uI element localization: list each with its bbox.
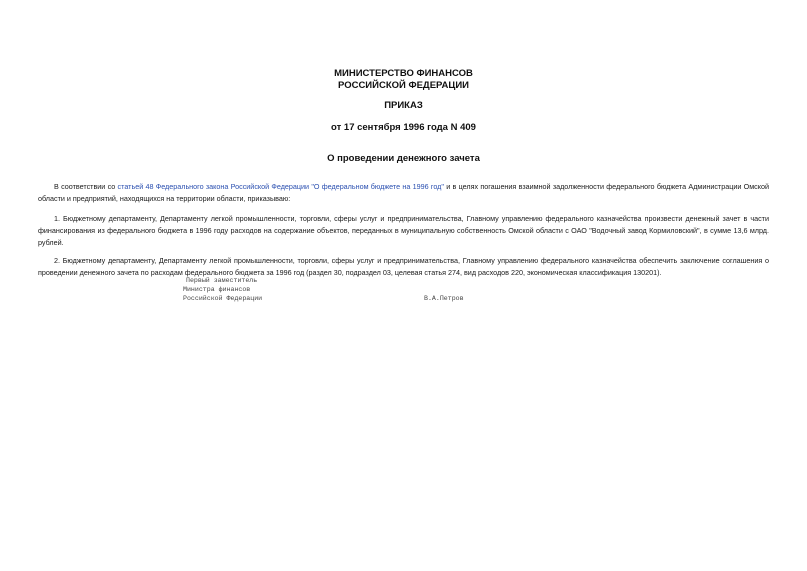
paragraph-item-2: [38, 255, 769, 279]
preamble-suffix: и в целях погашения взаимной задолженности федерального бюджета Администрации Омской области и предприятий, находящихся на территории области, приказываю:: [38, 182, 770, 204]
signature-position-line-1: Первый заместитель: [186, 277, 258, 284]
ministry-header: [0, 68, 807, 92]
document-title: О проведении денежного зачета: [327, 153, 480, 164]
document-date: от 17 сентября 1996 года N 409: [331, 122, 476, 133]
preamble-prefix: В соответствии со: [54, 182, 118, 191]
signature-position-line-2: Министра финансов: [183, 286, 251, 293]
signature-position-line-3: Российской Федерации: [183, 295, 263, 302]
paragraph-preamble: [38, 181, 769, 205]
signatory-name: В.А.Петров: [424, 295, 464, 302]
item-2-text: 2. Бюджетному департаменту, Департаменту легкой промышленности, торговли, сферы услуг и предпринимательства, Главному управлению федерального казначейства обеспечить заключение соглашения о проведении денежного зачета по расходам федерального бюджета за 1996 год (раздел 30, подраздел 03, целевая статья 274, вид расходов 220, экономическая классификация 130201).: [38, 256, 769, 278]
paragraph-item-1: [38, 213, 769, 250]
item-1-text: 1. Бюджетному департаменту, Департаменту легкой промышленности, торговли, сферы услуг и предпринимательства, Главному управлению федерального казначейства произвести денежный зачет в части финансирования из федерального бюджета в 1996 году расходов на содержание объектов, переданных в муниципальную собственность Омской области с ОАО "Водочный завод Кормиловский", в сумме 13,6 млрд. рублей.: [38, 214, 769, 248]
document-type: ПРИКАЗ: [384, 100, 423, 111]
ministry-line-2: РОССИЙСКОЙ ФЕДЕРАЦИИ: [337, 80, 469, 91]
ministry-line-1: МИНИСТЕРСТВО ФИНАНСОВ: [334, 68, 473, 79]
law-article-link[interactable]: статьей 48 Федерального закона Российской Федерации "О федеральном бюджете на 1996 год": [117, 182, 444, 191]
